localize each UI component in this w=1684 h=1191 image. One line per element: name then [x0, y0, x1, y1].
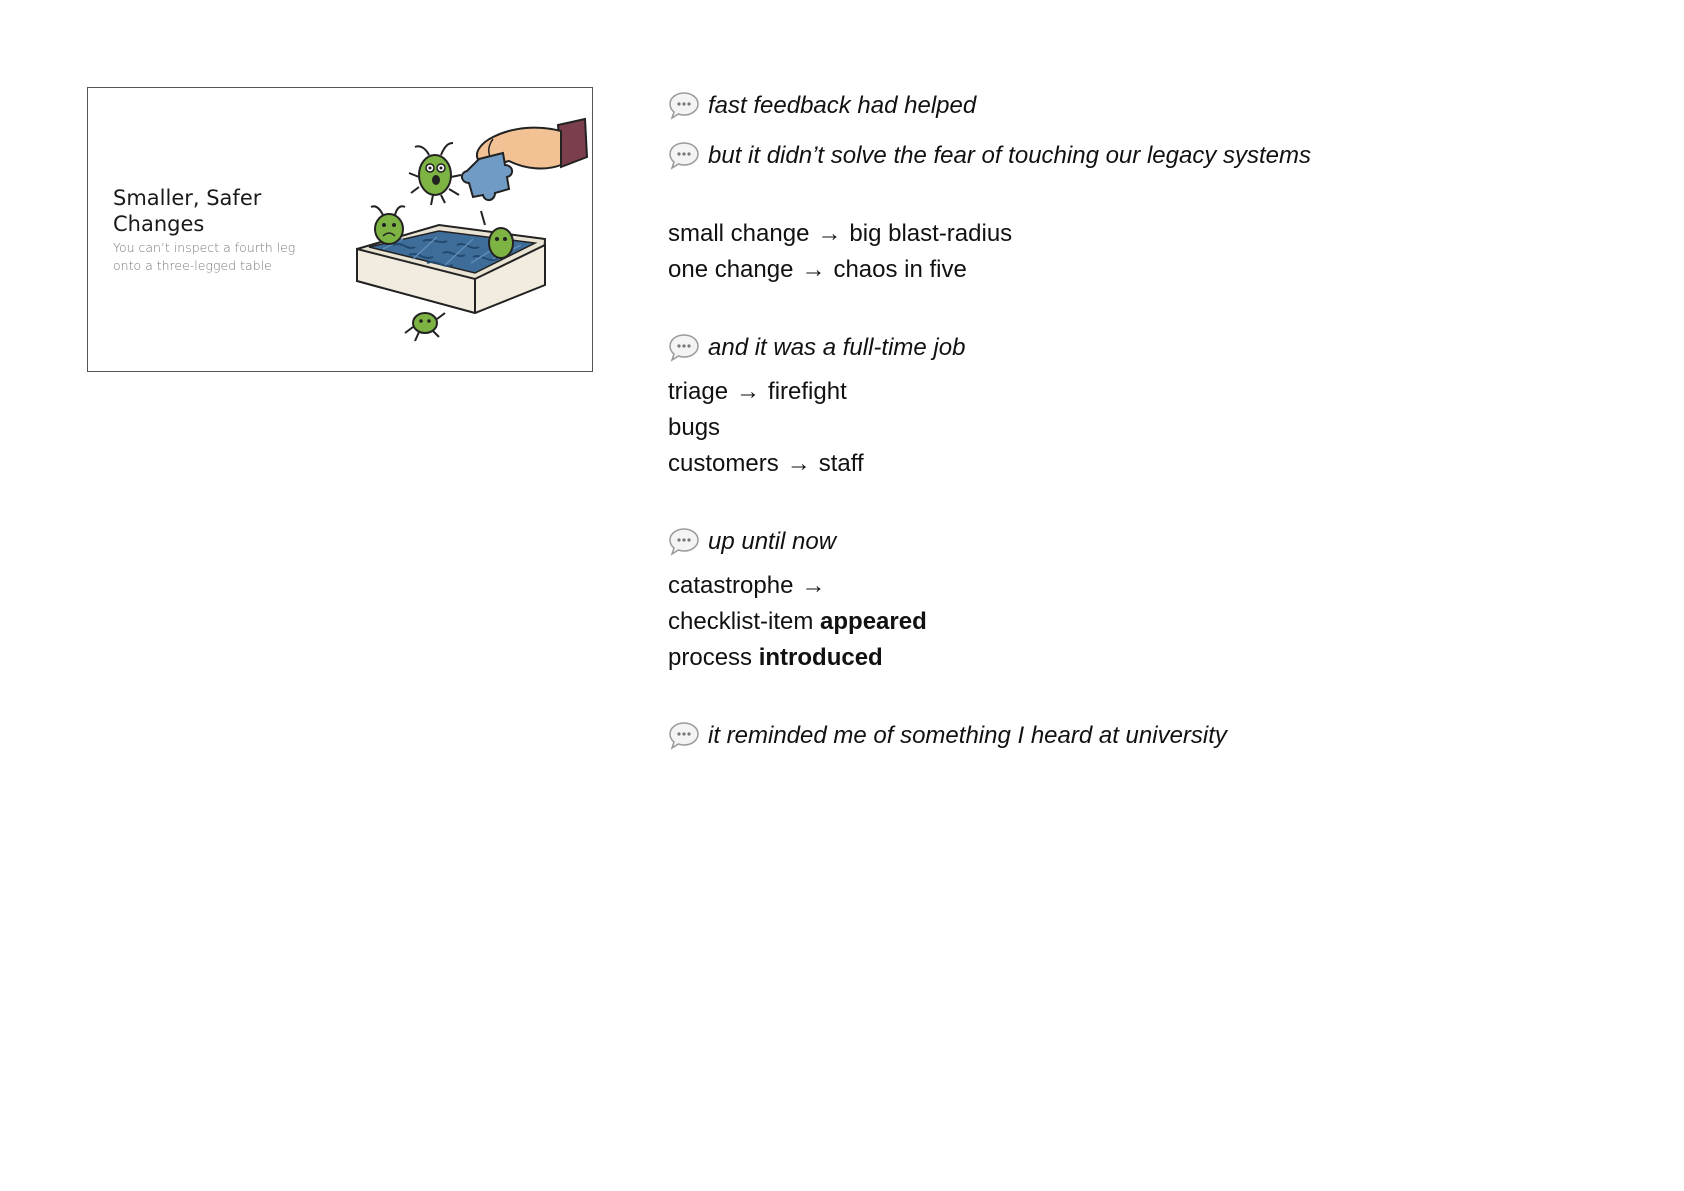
speech-bubble-icon [668, 90, 700, 122]
note-text: customers [668, 450, 779, 477]
note-text: small change [668, 220, 810, 247]
speech-bubble-icon [668, 332, 700, 364]
note-line [668, 446, 1628, 482]
note-comment-text: up until now [708, 528, 837, 555]
slide-subtitle: You can’t inspect a fourth leg onto a three-legged table [113, 240, 296, 273]
speech-bubble-icon [668, 140, 700, 172]
note-text: big blast-radius [849, 220, 1013, 247]
note-line [668, 374, 1628, 410]
note-text: one change [668, 256, 794, 283]
note-bold-text: introduced [758, 644, 883, 671]
note-comment [668, 330, 1628, 366]
note-comment-text: it reminded me of something I heard at university [708, 722, 1227, 749]
slide-thumbnail [87, 87, 593, 372]
slide-title: Smaller, Safer Changes [113, 186, 262, 236]
note-comment-text: and it was a full-time job [708, 334, 966, 361]
bugs-puzzle-box-illustration [353, 113, 593, 371]
note-line [668, 410, 1628, 446]
speaker-notes [668, 88, 1628, 754]
note-comment [668, 88, 1628, 124]
arrow: → [801, 256, 826, 283]
speech-bubble-icon [668, 720, 700, 752]
arrow: → [801, 572, 826, 599]
note-text: firefight [768, 378, 847, 405]
note-line [668, 216, 1628, 252]
note-text: checklist-item [668, 608, 814, 635]
note-comment [668, 524, 1628, 560]
arrow: → [736, 378, 761, 405]
note-text: triage [668, 378, 729, 405]
note-text: staff [818, 450, 864, 477]
note-comment-text: but it didn’t solve the fear of touching our legacy systems [708, 142, 1311, 169]
arrow: → [817, 220, 842, 247]
note-text: chaos in five [833, 256, 967, 283]
note-line [668, 640, 1628, 676]
note-text: catastrophe [668, 572, 794, 599]
speech-bubble-icon [668, 526, 700, 558]
note-line [668, 252, 1628, 288]
note-text: bugs [668, 414, 721, 441]
note-line [668, 604, 1628, 640]
note-comment-text: fast feedback had helped [708, 92, 977, 119]
note-comment [668, 138, 1628, 174]
note-bold-text: appeared [820, 608, 927, 635]
note-text: process [668, 644, 753, 671]
note-comment [668, 718, 1628, 754]
note-line [668, 568, 1628, 604]
arrow: → [786, 450, 811, 477]
